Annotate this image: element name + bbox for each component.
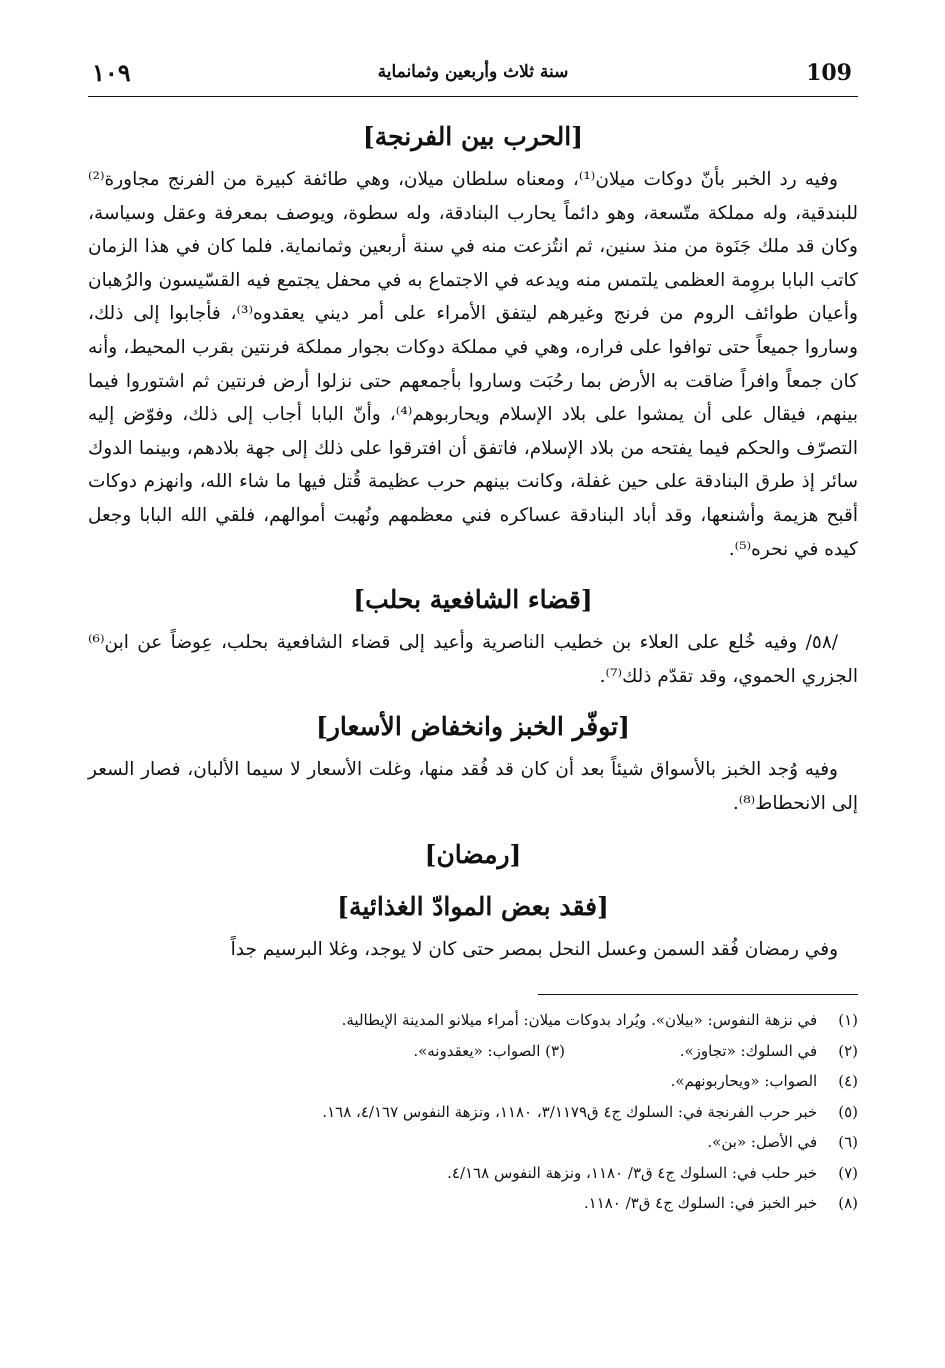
footnote-number: (٨) (838, 1194, 858, 1213)
footnote-item (88, 1066, 858, 1097)
section-paragraph: /٥٨/ وفيه خُلع على العلاء بن خطيب الناصرية وأعيد إلى قضاء الشافعية بحلب، عِوضاً عن ابن⁽⁶⁾ الجزري الحموي، وقد تقدّم ذلك⁽⁷⁾. (88, 632, 858, 687)
footnote-number: (٣) (545, 1041, 565, 1060)
footnote-text: في نزهة النفوس: «بيلان». ويُراد بدوكات ميلان: أمراء ميلانو المدينة الإيطالية. (341, 1011, 818, 1030)
footnote-number: (٥) (838, 1102, 858, 1121)
section-paragraph: وفيه وُجد الخبز بالأسواق شيئاً بعد أن كان قد فُقد منها، وغلت الأسعار لا سيما الألبان، فصار السعر إلى الانحطاط⁽⁸⁾. (88, 759, 858, 814)
section-heading: [رمضان] (424, 839, 522, 869)
footnote-divider (538, 994, 858, 995)
footnote-item (88, 1127, 858, 1158)
footnote-number: (٧) (838, 1163, 858, 1182)
section-heading: [الحرب بين الفرنجة] (362, 122, 584, 151)
footnote-item (88, 1097, 858, 1128)
footnote-text: في السلوك: «تجاوز». (679, 1041, 818, 1060)
page-body (88, 119, 858, 1219)
section-heading: [توفّر الخبز وانخفاض الأسعار] (316, 712, 630, 742)
footnote-item (88, 1005, 858, 1036)
footnote-text: خبر حلب في: السلوك ج٤ ق٣/ ١١٨٠، ونزهة النفوس ٤/١٦٨. (447, 1163, 818, 1182)
footnote-item (88, 1158, 858, 1189)
footnote-number: (٢) (838, 1041, 858, 1060)
footnote-text: خبر الخبز في: السلوك ج٤ ق٣/ ١١٨٠. (583, 1194, 818, 1213)
footnote-text: في الأصل: «بن». (707, 1133, 818, 1152)
page-number-arabic: ١٠٩ (92, 58, 131, 87)
book-page (88, 52, 858, 1352)
footnote-item (88, 1036, 858, 1067)
running-title: سنة ثلاث وأربعين وثمانماية (377, 62, 569, 82)
page-number-latin: 109 (806, 60, 852, 86)
footnote-number: (٤) (838, 1072, 858, 1091)
section-paragraph: وفيه رد الخبر بأنّ دوكات ميلان⁽¹⁾، ومعناه سلطان ميلان، وهي طائفة كبيرة من الفرنج مجاورة⁽²⁾ للبندقية، وله مملكة متّسعة، وهو دائماً يحارب البنادقة، وله سطوة، ويوصف بمعرفة وعقل وسياسة، وكان قد ملك جَنَوة من منذ سنين، ثم انتُزعت منه في سنة أربعين وثمانماية. فلما كان في هذا الزمان كاتب البابا بروِمة العظمى يلتمس منه ويدعه في الاجتماع به في محفل يجتمع فيه القسّيسون والرُهبان وأعيان طوائف الروم من فرنج وغيرهم ليتفق الأمراء على أمر ديني يعقدوه⁽³⁾، فأجابوا إلى ذلك، وساروا جميعاً حتى توافوا على فراره، وهي في مملكة دوكات بجوار مملكة فرنتين بقرب المحيط، وأنه كان جمعاً وافراً ضاقت به الأرض بما رحُبَت وساروا بأجمعهم حتى نزلوا أرض فرنتين ثم اشتوروا فيما بينهم، فيقال على أن يمشوا على بلاد الإسلام ويحاربوهم⁽⁴⁾، وأنّ البابا أجاب إلى ذلك، وفوّض إليه التصرّف والحكم فيما يفتحه من بلاد الإسلام، فاتفق أن افترقوا على ذلك إلى جهة بلادهم، وبينما الدوك سائر إذ طرق البنادقة على حين غفلة، وكانت بينهم حرب عظيمة قُتل فيها ما شاء الله، وانهزم دوكات أقبح هزيمة وأشنعها، وقد أباد البنادقة عساكره فني معظمهم ونُهبت أموالهم، فلقي الله البابا وجعل كيده في نحره⁽⁵⁾. (88, 169, 858, 560)
footnote-item (88, 1188, 858, 1219)
footnotes-list (88, 1005, 858, 1219)
footnote-text: الصواب: «يعقدونه». (413, 1041, 541, 1060)
footnote-number: (١) (838, 1011, 858, 1030)
footnote-text: الصواب: «ويحاربونهم». (670, 1072, 818, 1091)
section-paragraph: وفي رمضان فُقد السمن وعسل النحل بمصر حتى كان لا يوجد، وغلا البرسيم جداً (230, 938, 838, 960)
section-heading: [فقد بعض الموادّ الغذائية] (337, 891, 609, 921)
footnote-number: (٦) (838, 1133, 858, 1152)
footnote-inline-second (413, 1036, 565, 1067)
running-header (88, 52, 858, 97)
footnote-text: خبر حرب الفرنجة في: السلوك ج٤ ق٣/١١٧٩، ١١٨٠، ونزهة النفوس ٤/١٦٧، ١٦٨. (322, 1102, 818, 1121)
section-heading: [قضاء الشافعية بحلب] (353, 585, 593, 615)
